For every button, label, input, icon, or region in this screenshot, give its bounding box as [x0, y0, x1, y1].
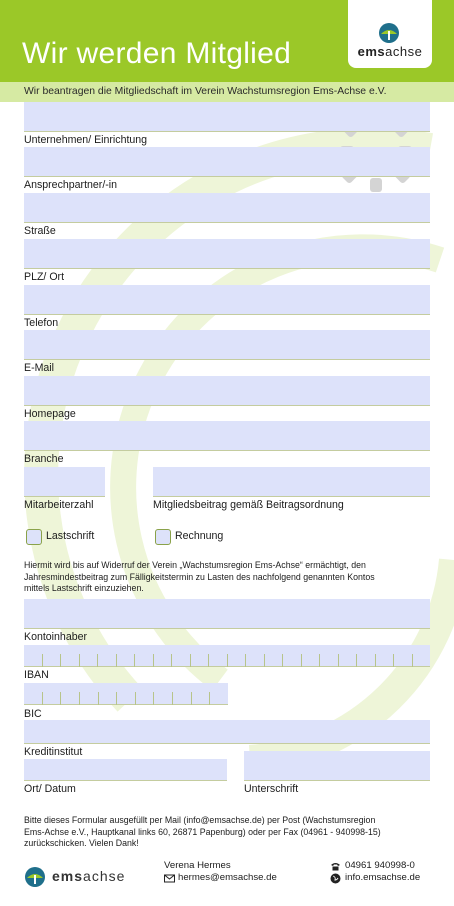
ort-datum-label: Ort/ Datum [24, 783, 76, 795]
instructions-line-1: Bitte dieses Formular ausgefüllt per Mail (info@emsachse.de) per Post (Wachstumsregion [24, 815, 376, 825]
email-input[interactable] [24, 330, 430, 360]
iban-input[interactable] [24, 645, 430, 667]
phone-icon [330, 861, 341, 872]
mandate-line-1: Hiermit wird bis auf Widerruf der Verein „Wachstumsregion Ems-Achse“ ermächtigt, den [24, 560, 366, 570]
strasse-input[interactable] [24, 193, 430, 223]
kreditinstitut-label: Kreditinstitut [24, 746, 83, 758]
subline-bar [0, 82, 454, 102]
emsachse-emblem-icon [24, 866, 46, 888]
branche-input[interactable] [24, 421, 430, 451]
logo-box [348, 0, 432, 68]
logo-text-light: achse [385, 44, 423, 59]
ansprechpartner-label: Ansprechpartner/-in [24, 179, 118, 191]
mitgliedsbeitrag-label: Mitgliedsbeitrag gemäß Beitragsordnung [153, 499, 344, 511]
logo-text-bold: ems [357, 44, 386, 59]
mandate-line-2: Jahresmindestbeitrag zum Fälligkeitstermin zu Lasten des nachfolgend genannten Kontos [24, 571, 375, 582]
mitarbeiterzahl-input[interactable] [24, 467, 105, 497]
unternehmen-input[interactable] [24, 102, 430, 132]
homepage-label: Homepage [24, 408, 76, 420]
contact-name: Verena Hermes [164, 860, 231, 871]
mitarbeiterzahl-label: Mitarbeiterzahl [24, 499, 94, 511]
branche-label: Branche [24, 453, 64, 465]
plz-ort-label: PLZ/ Ort [24, 271, 65, 283]
page-title: Wir werden Mitglied [22, 37, 292, 70]
unterschrift-label: Unterschrift [244, 783, 299, 795]
ansprechpartner-input[interactable] [24, 147, 430, 177]
mandate-text [24, 560, 375, 595]
rechnung-label: Rechnung [175, 530, 224, 542]
rechnung-checkbox[interactable] [155, 529, 171, 545]
emsachse-emblem-icon [378, 22, 400, 44]
instructions-text [24, 815, 381, 850]
footer-brand-light: achse [83, 868, 126, 884]
kontoinhaber-label: Kontoinhaber [24, 631, 88, 643]
strasse-label: Straße [24, 225, 56, 237]
email-label: E-Mail [24, 362, 55, 374]
phone-number: 04961 940998-0 [345, 860, 415, 871]
footer-brand [52, 868, 125, 884]
header-bar [0, 0, 454, 82]
iban-label: IBAN [24, 669, 49, 681]
footer-brand-bold: ems [52, 868, 84, 884]
unternehmen-label: Unternehmen/ Einrichtung [24, 134, 148, 146]
subline-text: Wir beantragen die Mitgliedschaft im Verein Wachstumsregion Ems-Achse e.V. [24, 86, 387, 97]
kreditinstitut-input[interactable] [24, 720, 430, 744]
bic-label: BIC [24, 708, 42, 720]
bic-input[interactable] [24, 683, 228, 705]
contact-email[interactable]: hermes@emsachse.de [178, 872, 277, 883]
mandate-line-3: mittels Lastschrift einzuziehen. [24, 583, 144, 593]
instructions-line-3: zurückschicken. Vielen Dank! [24, 838, 139, 848]
unterschrift-input[interactable] [244, 751, 430, 781]
logo-text [348, 44, 432, 59]
homepage-input[interactable] [24, 376, 430, 406]
web-address[interactable]: info.emsachse.de [345, 872, 421, 883]
lastschrift-checkbox[interactable] [26, 529, 42, 545]
kontoinhaber-input[interactable] [24, 599, 430, 629]
mitgliedsbeitrag-input[interactable] [153, 467, 430, 497]
instructions-line-2: Ems-Achse e.V., Hauptkanal links 60, 26871 Papenburg) oder per Fax (04961 - 940998-15) [24, 826, 381, 837]
globe-icon [330, 873, 341, 884]
ort-datum-input[interactable] [24, 759, 227, 781]
plz-ort-input[interactable] [24, 239, 430, 269]
telefon-input[interactable] [24, 285, 430, 315]
lastschrift-label: Lastschrift [46, 530, 95, 542]
mail-icon [164, 873, 175, 884]
telefon-label: Telefon [24, 317, 59, 329]
